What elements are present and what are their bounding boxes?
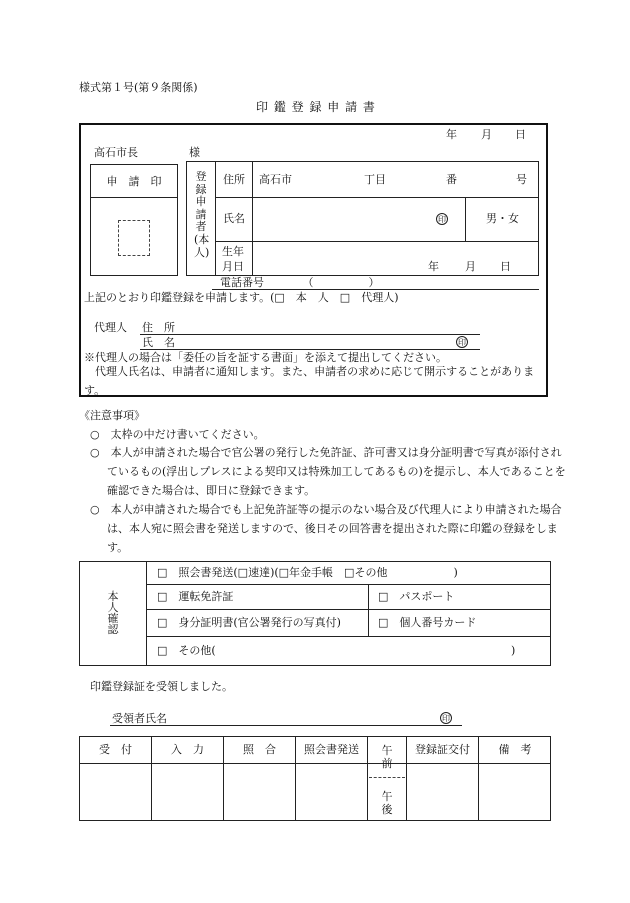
birth-label-line1: 生年	[222, 245, 244, 258]
agent-address-line	[140, 334, 480, 335]
honorific: 様	[189, 146, 200, 159]
form-number: 様式第１号(第９条関係)	[79, 81, 198, 94]
birth-label-line2: 月日	[222, 260, 244, 273]
date-day-label: 日	[515, 128, 526, 141]
birth-year-label: 年	[428, 260, 439, 273]
address-city: 高石市	[259, 173, 292, 186]
agent-note-1: ※代理人の場合は「委任の旨を証する書面」を添えて提出してください。	[84, 351, 447, 364]
recipient-name-line[interactable]	[110, 725, 462, 726]
note-item: ○ 太枠の中だけ書いてください。	[90, 428, 265, 441]
identity-drivers-license[interactable]: □ 運転免許証	[157, 590, 234, 603]
name-seal-mark: 印	[438, 215, 446, 224]
note-item: ○ 本人が申請された場合でも上記免許証等の提示のない場合及び代理人により申請された場合は、本人宛に照会書を発送しますので、後日その回答書を提出された際に印鑑の登録をします。	[90, 503, 562, 554]
birth-month-label: 月	[465, 260, 476, 273]
recipient-seal-mark: 印	[442, 714, 450, 723]
agent-address-label: 住 所	[142, 321, 175, 334]
registrant-label: 登録申請者(本人)	[194, 170, 210, 259]
seal-box-label: 申 請 印	[106, 175, 162, 188]
notes-heading: 《注意事項》	[79, 409, 145, 422]
date-month-label: 月	[481, 128, 492, 141]
application-statement: 上記のとおり印鑑登録を申請します。(□ 本 人 □ 代理人)	[84, 291, 399, 304]
address-go: 号	[516, 173, 527, 186]
recipient-name-label: 受領者氏名	[112, 712, 167, 725]
addressee: 高石市長	[94, 146, 138, 159]
phone-number-field[interactable]: 電話番号 （ ）	[220, 276, 380, 289]
identity-other[interactable]: □ その他(	[157, 644, 216, 657]
identity-check-label: 本人確認	[107, 590, 119, 636]
gender-options[interactable]: 男・女	[486, 212, 519, 225]
seal-placeholder[interactable]	[118, 220, 150, 256]
identity-mynumber-card[interactable]: □ 個人番号カード	[378, 616, 477, 629]
note-item: ○ 本人が申請された場合で官公署の発行した免許証、許可書又は身分証明書で写真が添付されているもの(浮出しプレスによる契印又は特殊加工してあるもの)を提示し、本人であることを確認できた場合は、即日に登録できます。	[90, 446, 566, 497]
col-reception: 受 付	[99, 743, 132, 756]
agent-label: 代理人	[94, 321, 127, 334]
agent-seal-mark: 印	[458, 338, 466, 347]
page-title: 印 鑑 登 録 申 請 書	[256, 100, 376, 114]
identity-id-certificate[interactable]: □ 身分証明書(官公署発行の写真付)	[157, 616, 341, 629]
receipt-statement: 印鑑登録証を受領しました。	[90, 680, 233, 693]
birth-day-label: 日	[500, 260, 511, 273]
col-verify: 照 合	[243, 743, 276, 756]
address-label: 住所	[223, 173, 245, 186]
col-input: 入 力	[171, 743, 204, 756]
agent-name-label: 氏 名	[142, 336, 175, 349]
agent-name-line	[140, 349, 480, 350]
address-chome: 丁目	[364, 173, 386, 186]
agent-note-2: 代理人氏名は、申請者に通知します。また、申請者の求めに応じて開示することがあります。	[84, 365, 535, 397]
name-label: 氏名	[223, 212, 245, 225]
col-card-issued: 登録証交付	[415, 743, 470, 756]
ampm-morning: 午前	[381, 744, 393, 770]
ampm-afternoon: 午後	[381, 790, 393, 816]
col-remarks: 備 考	[498, 743, 532, 756]
address-ban: 番	[446, 173, 457, 186]
identity-other-close: )	[511, 644, 516, 657]
identity-passport[interactable]: □ パスポート	[378, 590, 455, 603]
date-year-label: 年	[446, 128, 457, 141]
identity-row-inquiry[interactable]: □ 照会書発送(□速達)(□年金手帳 □その他 )	[157, 566, 458, 579]
col-inquiry-sent: 照会書発送	[304, 743, 359, 756]
